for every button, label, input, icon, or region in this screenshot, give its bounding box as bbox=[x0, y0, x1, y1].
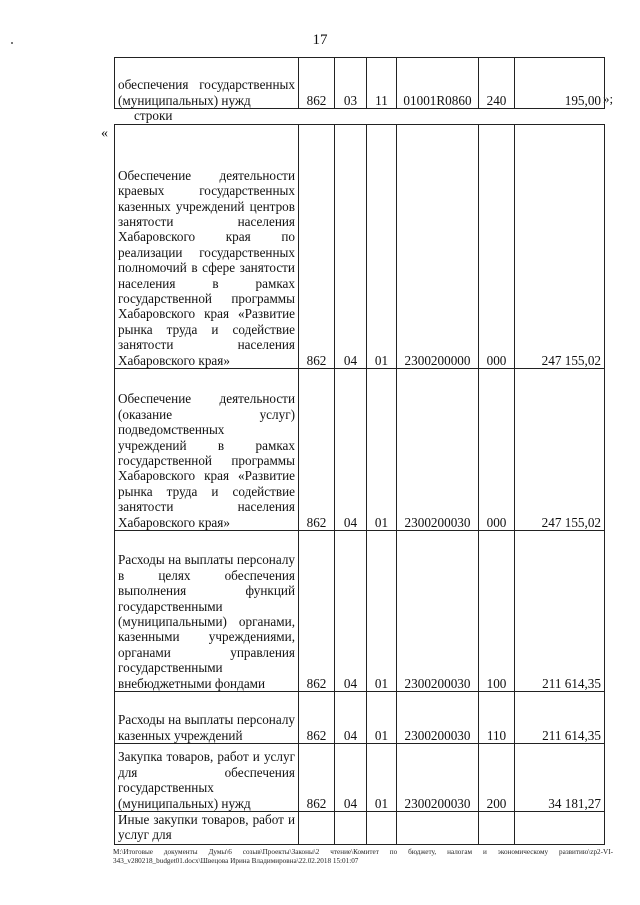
table-row bbox=[115, 744, 605, 812]
section-code: 04 bbox=[335, 125, 367, 369]
amount-value: 247 155,02 bbox=[515, 125, 605, 369]
ministry-code: 862 bbox=[299, 58, 335, 109]
expense-type-code: 240 bbox=[479, 58, 515, 109]
closing-quote-mark: »; bbox=[603, 91, 614, 106]
row-description: Иные закупки товаров, работ и услуг для bbox=[115, 812, 299, 845]
ministry-code: 862 bbox=[299, 369, 335, 531]
expense-type-code: 000 bbox=[479, 369, 515, 531]
subsection-code: 01 bbox=[367, 369, 397, 531]
target-article-code: 2300200030 bbox=[397, 531, 479, 692]
expense-type-code: 100 bbox=[479, 531, 515, 692]
opening-quote-mark: « bbox=[101, 126, 108, 141]
target-article-code: 2300200030 bbox=[397, 692, 479, 744]
ministry-code: 862 bbox=[299, 531, 335, 692]
row-description: Расходы на выплаты персоналу в целях обеспечения выполнения функций государственными (муниципальными) органами, казенными учреждениями, органами управления государственными внебюджетными фондами bbox=[115, 531, 299, 692]
ministry-code: 862 bbox=[299, 744, 335, 812]
table-row bbox=[115, 531, 605, 692]
budget-table bbox=[114, 57, 605, 845]
target-article-code: 2300200000 bbox=[397, 125, 479, 369]
amount-value: 211 614,35 bbox=[515, 531, 605, 692]
row-description: Закупка товаров, работ и услуг для обеспечения государственных (муниципальных) нужд bbox=[115, 744, 299, 812]
ministry-code: 862 bbox=[299, 125, 335, 369]
strings-label: строки bbox=[134, 108, 173, 123]
page-number: 17 bbox=[312, 32, 328, 48]
expense-type-code bbox=[479, 812, 515, 845]
section-code: 04 bbox=[335, 369, 367, 531]
section-code: 04 bbox=[335, 744, 367, 812]
section-code: 03 bbox=[335, 58, 367, 109]
expense-type-code: 200 bbox=[479, 744, 515, 812]
table-gap-row bbox=[115, 109, 605, 125]
expense-type-code: 110 bbox=[479, 692, 515, 744]
table-row bbox=[115, 812, 605, 845]
row-description: Обеспечение деятельности (оказание услуг) подведомственных учреждений в рамках государственной программы Хабаровского края «Развитие рынка труда и содействие занятости населения Хабаровского края» bbox=[115, 369, 299, 531]
amount-value bbox=[515, 812, 605, 845]
subsection-code: 01 bbox=[367, 692, 397, 744]
target-article-code: 2300200030 bbox=[397, 369, 479, 531]
row-description: Расходы на выплаты персоналу казенных учреждений bbox=[115, 692, 299, 744]
amount-value: 247 155,02 bbox=[515, 369, 605, 531]
subsection-code: 01 bbox=[367, 125, 397, 369]
ministry-code: 862 bbox=[299, 692, 335, 744]
file-path-footer: M:\Итоговые документы Думы\6 созыв\Проекты\Законы\2 чтение\Комитет по бюджету, налогам и экономическому развитию\zp2-VI-343_v280218_budget01.docx\Швецова Ирина Владимировна\22.02.2018 15:01:07 bbox=[113, 848, 613, 865]
amount-value: 195,00 bbox=[515, 58, 605, 109]
expense-type-code: 000 bbox=[479, 125, 515, 369]
target-article-code: 2300200030 bbox=[397, 744, 479, 812]
table-row bbox=[115, 58, 605, 109]
row-description: Обеспечение деятельности краевых государственных казенных учреждений центров занятости населения Хабаровского края по реализации государственных полномочий в сфере занятости населения в рамках государственной программы Хабаровского края «Развитие рынка труда и содействие занятости населения Хабаровского края» bbox=[115, 125, 299, 369]
subsection-code: 01 bbox=[367, 531, 397, 692]
target-article-code: 01001R0860 bbox=[397, 58, 479, 109]
table-row bbox=[115, 369, 605, 531]
amount-value: 34 181,27 bbox=[515, 744, 605, 812]
section-code bbox=[335, 812, 367, 845]
subsection-code: 01 bbox=[367, 744, 397, 812]
target-article-code bbox=[397, 812, 479, 845]
row-description: обеспечения государственных (муниципальных) нужд bbox=[115, 58, 299, 109]
table-row bbox=[115, 125, 605, 369]
section-code: 04 bbox=[335, 692, 367, 744]
table-row bbox=[115, 692, 605, 744]
subsection-code bbox=[367, 812, 397, 845]
ministry-code bbox=[299, 812, 335, 845]
subsection-code: 11 bbox=[367, 58, 397, 109]
section-code: 04 bbox=[335, 531, 367, 692]
amount-value: 211 614,35 bbox=[515, 692, 605, 744]
